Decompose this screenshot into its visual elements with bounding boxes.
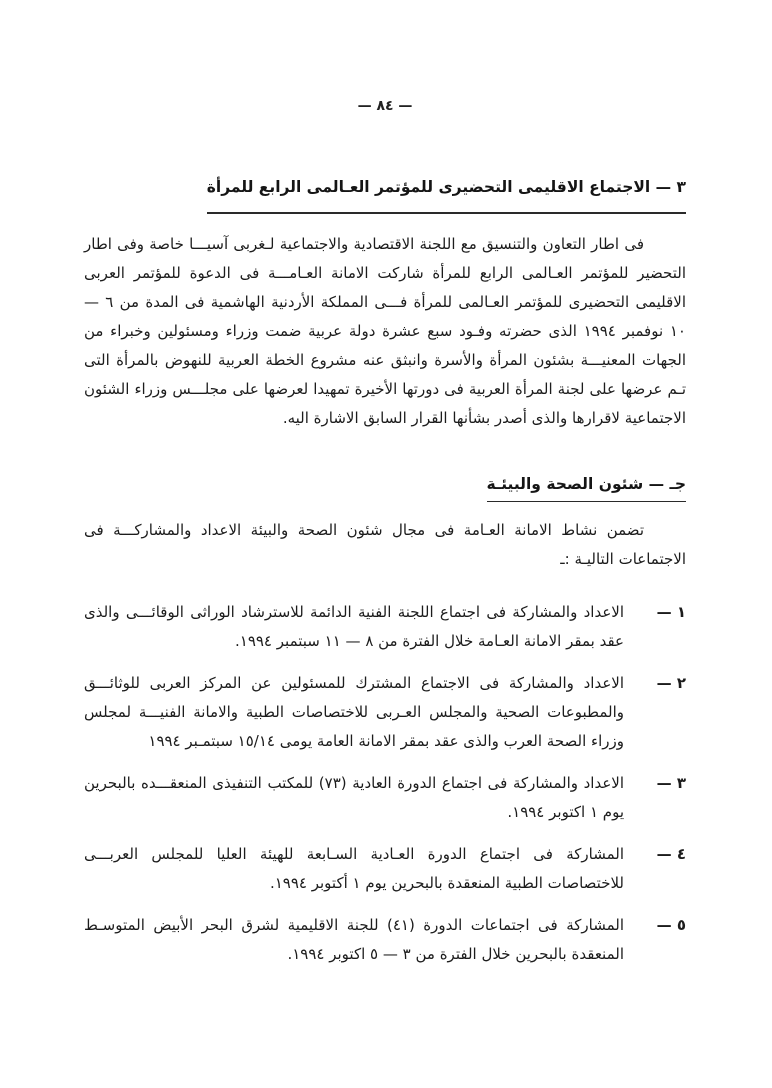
item-number: ٢ — [656,673,686,692]
paragraph-health-intro: تضمن نشاط الامانة العـامة فى مجال شئون الصحة والبيئة الاعداد والمشاركـــة فى الاجتماعات التاليـة :ـ [84,520,686,568]
item-text: المشاركة فى اجتماعات الدورة (٤١) للجنة الاقليمية لشرق البحر الأبيض المتوسـط المنعقدة بالبحرين خلال الفترة من ٣ — ٥ اكتوبر ١٩٩٤. [84,915,624,963]
section-heading-women-conference: ٣ — الاجتماع الاقليمى التحضيرى للمؤتمر العـالمى الرابع للمرأة [207,176,686,214]
item-number: ٣ — [656,773,686,792]
item-text: الاعداد والمشاركة فى اجتماع اللجنة الفنية الدائمة للاسترشاد الوراثى الوقائـــى والذى عقد بمقر الامانة العـامة خلال الفترة من ٨ — ١١ سبتمبر ١٩٩٤. [84,602,624,650]
section-heading-wrap [84,176,686,214]
list-item [84,598,686,656]
paragraph-women-conference: فى اطار التعاون والتنسيق مع اللجنة الاقتصادية والاجتماعية لـغربى آسيـــا خاصة وفى اطار التحضير للمؤتمر العـالمى الرابع للمرأة شاركت الامانة العـامـــة فى الدعوة للمؤتمر العربى الاقليمى التحضيرى للمؤتمر العـالمى للمرأة فـــى المملكة الأردنية الهاشمية فى المدة من ٦ — ١٠ نوفمبر ١٩٩٤ الذى حضرته وفـود سبع عشرة دولة عربية ضمت وزراء ومسئولين وخبراء من الجهات المعنيـــة بشئون المرأة والأسرة وانبثق عنه مشروع الخطة العربية للنهوض بالمرأة التى تـم عرضها على لجنة المرأة العربية فى دورتها الأخيرة تمهيدا لعرضها على مجلـــس وزراء الشئون الاجتماعية لاقرارها والذى أصدر بشأنها القرار السابق الاشارة اليه. [84,235,686,428]
list-item [84,911,686,969]
item-text: المشاركة فى اجتماع الدورة العـادية السـابعة للهيئة العليا للمجلس العربـــى للاختصاصات الطبية المنعقدة بالبحرين يوم ١ أكتوبر ١٩٩٤. [84,844,624,892]
numbered-list [84,598,686,969]
item-number: ١ — [656,602,686,621]
item-text: الاعداد والمشاركة فى الاجتماع المشترك للمسئولين عن المركز العربى للوثائـــق والمطبوعات الصحية والمجلس العـربى للاختصاصات الطبية والامانة الفنيـــة لمجلس وزراء الصحة العرب والذى عقد بمقر الامانة العامة يومى ١٥/١٤ سبتمـبر ١٩٩٤ [84,673,624,750]
section-health-environment [84,473,686,968]
list-item [84,669,686,756]
item-number: ٤ — [656,844,686,863]
list-item [84,769,686,827]
item-text: الاعداد والمشاركة فى اجتماع الدورة العادية (٧٣) للمكتب التنفيذى المنعقـــده بالبحرين يوم ١ اكتوبر ١٩٩٤. [84,773,624,821]
item-number: ٥ — [656,915,686,934]
section-heading-wrap [84,473,686,501]
section-heading-health-environment: جـ — شئون الصحة والبيئـة [487,473,687,501]
section-women-conference [84,176,686,433]
page-number: — ٨٤ — [357,98,413,114]
list-item [84,840,686,898]
